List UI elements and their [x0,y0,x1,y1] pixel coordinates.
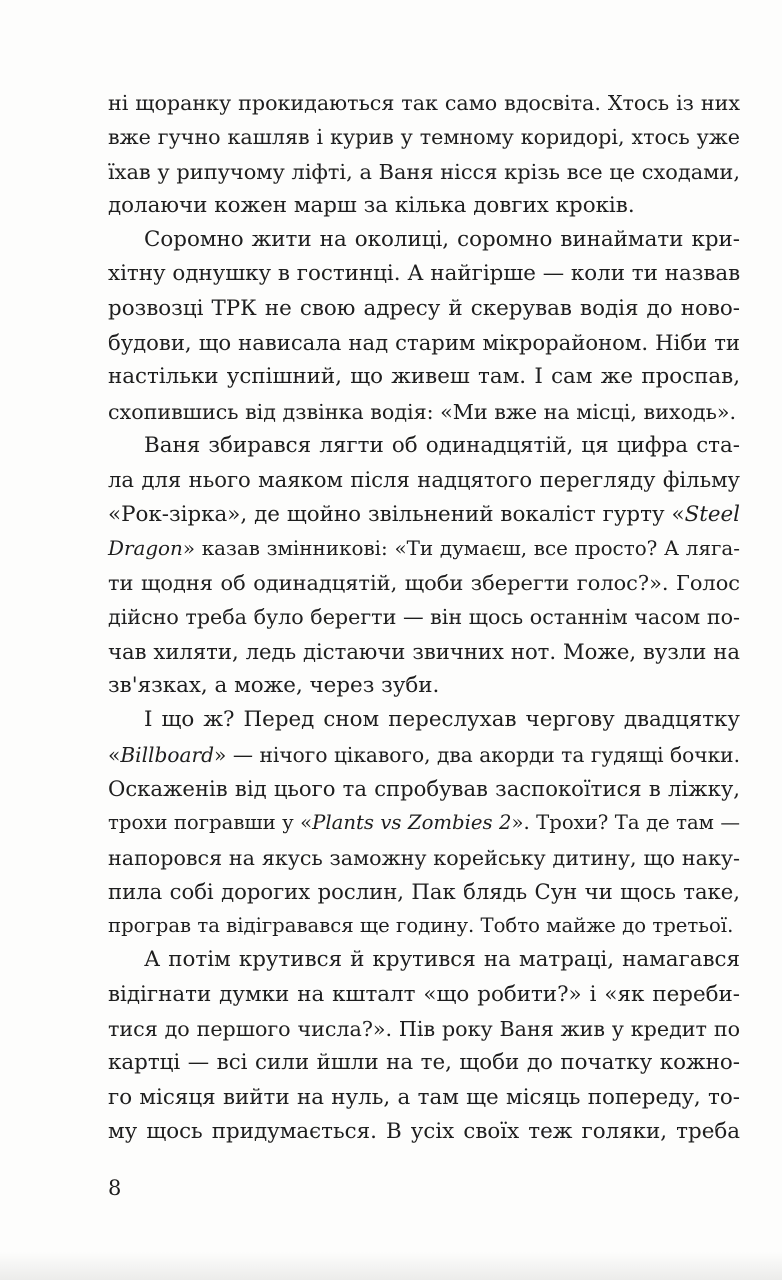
text-line: розвозці ТРК не свою адресу й скерував водія до ново- [108,295,740,321]
text-line: зв'язках, а може, через зуби. [108,673,440,699]
text-line: будови, що нависала над старим мікрорайоном. Ніби ти [108,330,740,356]
text-line: «Billboard» — нічого цікавого, два акорди та гудящі бочки. [108,742,740,767]
text-line: Соромно жити на околиці, соромно винаймати кри- [144,227,740,253]
text-line: схопившись від дзвінка водія: «Ми вже на місці, виходь». [108,399,737,424]
text-line: Оскаженів від цього та спробував заспокоїтися в ліжку, [108,775,740,801]
text-line: відігнати думки на кшталт «що робити?» і «як переби- [108,981,740,1007]
text-line: А потім крутився й крутився на матраці, намагався [144,947,740,973]
text-line: «Рок-зірка», де щойно звільнений вокаліст гурту «Steel [108,501,740,527]
paragraph [108,429,740,703]
paragraph [108,703,740,943]
text-line: програв та відігравався ще годину. Тобто майже до третьої. [108,914,734,938]
page-edge-shadow [0,1252,782,1280]
text-line: напоровся на якусь заможну корейську дитину, що наку- [108,845,740,870]
text-line: Dragon» казав змінникові: «Ти думаєш, все просто? А ляга- [108,536,740,560]
text-line: го місяця вийти на нуль, а там ще місяць попереду, то- [108,1084,740,1110]
page-number: 8 [108,1176,122,1200]
text-line: пила собі дорогих рослин, Пак блядь Сун чи щось таке, [108,878,740,904]
text-line: трохи погравши у «Plants vs Zombies 2». Трохи? Та де там — [108,811,740,835]
paragraph [108,86,740,223]
paragraph [108,223,740,429]
text-line: хітну однушку в гостинці. А найгірше — коли ти назвав [108,261,741,287]
text-line: му щось придумається. В усіх своїх теж голяки, треба [108,1118,740,1144]
text-line: Ваня збирався лягти об одинадцятій, ця цифра ста- [144,432,740,458]
paragraph [108,943,740,1149]
text-line: настільки успішний, що живеш там. І сам же проспав, [108,364,740,390]
text-line: ні щоранку прокидаються так само вдосвіта. Хтось із них [108,91,740,115]
text-line: тися до першого числа?». Пів року Ваня жив у кредит по [108,1017,740,1042]
text-line: дійсно треба було берегти — він щось останнім часом по- [108,605,740,630]
text-line: ла для нього маяком після надцятого перегляду фільму [108,467,740,493]
text-line: чав хиляти, ледь дістаючи звичних нот. Може, вузли на [108,638,740,664]
text-line: картці — всі сили йшли на те, щоби до початку кожно- [108,1050,740,1076]
text-line: вже гучно кашляв і курив у темному коридорі, хтось уже [108,125,740,150]
text-line: ти щодня об одинадцятій, щоби зберегти голос?». Голос [108,571,740,596]
body-text [108,86,740,1149]
text-line: І що ж? Перед сном переслухав чергову двадцятку [144,707,740,733]
text-line: їхав у рипучому ліфті, а Ваня нісся крізь все це сходами, [108,159,740,184]
text-line: долаючи кожен марш за кілька довгих кроків. [108,192,635,218]
